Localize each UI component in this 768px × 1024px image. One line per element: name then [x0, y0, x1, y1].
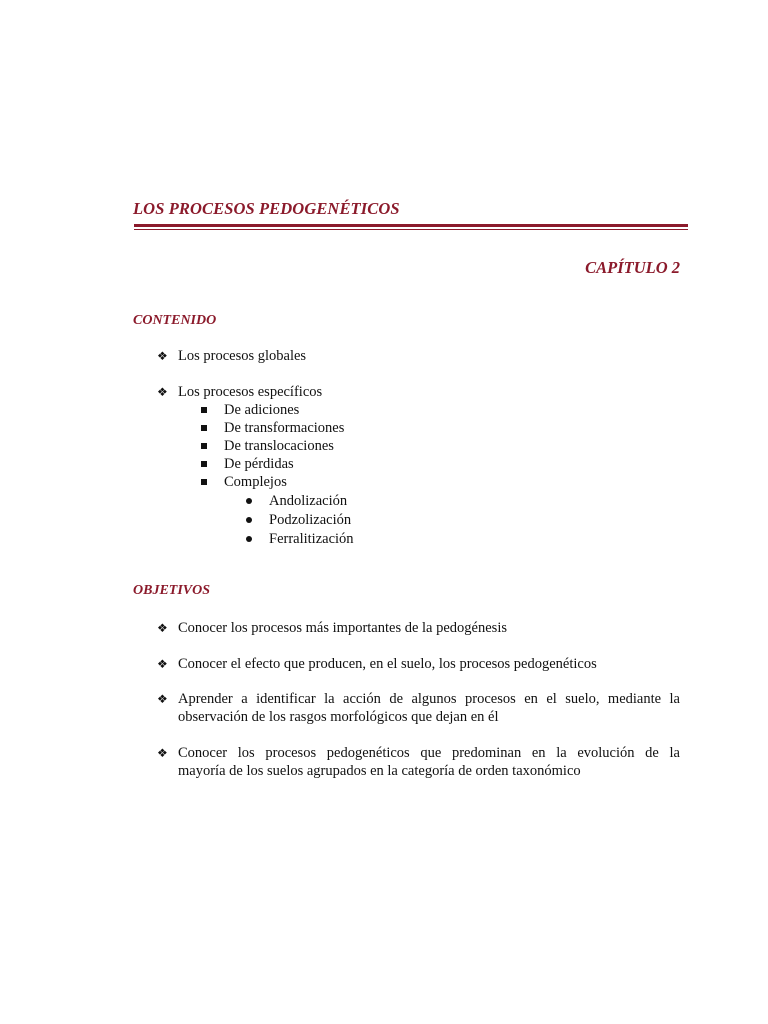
- subsubitem-label: Ferralitización: [269, 531, 354, 547]
- subitem-label: Complejos: [224, 474, 287, 490]
- page-title: LOS PROCESOS PEDOGENÉTICOS: [133, 199, 400, 218]
- diamond-bullet-icon: ❖: [157, 692, 168, 706]
- subitem-label: De transformaciones: [224, 420, 345, 436]
- square-bullet-icon: [201, 479, 207, 485]
- square-bullet-icon: [201, 407, 207, 413]
- subsubitem-label: Andolización: [269, 493, 348, 509]
- diamond-bullet-icon: ❖: [157, 349, 168, 363]
- contenido-heading: CONTENIDO: [133, 313, 217, 328]
- round-bullet-icon: [246, 498, 252, 504]
- objetivo-line: mayoría de los suelos agrupados en la categoría de orden taxonómico: [178, 763, 581, 779]
- square-bullet-icon: [201, 425, 207, 431]
- objetivo-item: [157, 690, 680, 726]
- contenido-item-label: Los procesos globales: [178, 348, 307, 364]
- subitem-label: De adiciones: [224, 402, 300, 418]
- square-bullet-icon: [201, 461, 207, 467]
- contenido-item-label: Los procesos específicos: [178, 384, 323, 400]
- objetivo-line: Conocer los procesos pedogenéticos que predominan en la evolución de la: [178, 745, 680, 761]
- subsubitem-label: Podzolización: [269, 512, 352, 528]
- round-bullet-icon: [246, 536, 252, 542]
- objetivo-item: [157, 655, 680, 673]
- objetivos-heading: OBJETIVOS: [133, 583, 211, 598]
- diamond-bullet-icon: ❖: [157, 657, 168, 671]
- objetivo-item: [157, 619, 680, 637]
- subitem-label: De translocaciones: [224, 438, 334, 454]
- diamond-bullet-icon: ❖: [157, 621, 168, 635]
- objetivo-item: [157, 744, 680, 780]
- objetivo-line: Aprender a identificar la acción de algunos procesos en el suelo, mediante la: [178, 691, 680, 707]
- round-bullet-icon: [246, 517, 252, 523]
- chapter-label: CAPÍTULO 2: [585, 258, 680, 277]
- diamond-bullet-icon: ❖: [157, 746, 168, 760]
- title-rule-thick: [134, 224, 688, 227]
- objetivo-line: Conocer el efecto que producen, en el suelo, los procesos pedogenéticos: [178, 656, 597, 672]
- square-bullet-icon: [201, 443, 207, 449]
- objetivo-line: Conocer los procesos más importantes de la pedogénesis: [178, 620, 507, 636]
- objetivo-line: observación de los rasgos morfológicos que dejan en él: [178, 709, 499, 725]
- diamond-bullet-icon: ❖: [157, 385, 168, 399]
- title-rule-thin: [134, 229, 688, 230]
- subitem-label: De pérdidas: [224, 456, 294, 472]
